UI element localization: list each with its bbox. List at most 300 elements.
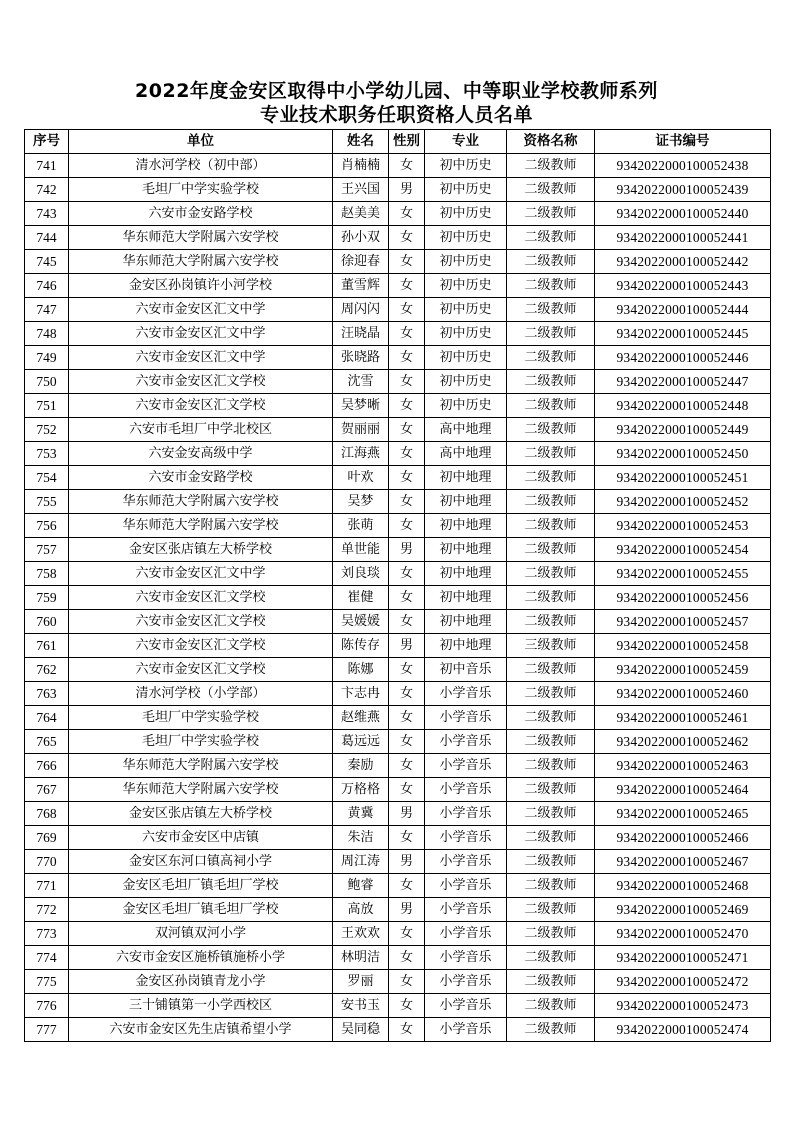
cell-certificate-number: 9342022000100052466 xyxy=(595,826,771,850)
header-gender: 性别 xyxy=(389,130,425,154)
cell-serial: 767 xyxy=(25,778,69,802)
cell-qualification: 二级教师 xyxy=(507,994,595,1018)
cell-serial: 776 xyxy=(25,994,69,1018)
cell-gender: 女 xyxy=(389,610,425,634)
cell-certificate-number: 9342022000100052438 xyxy=(595,154,771,178)
cell-major: 初中地理 xyxy=(425,538,507,562)
cell-gender: 女 xyxy=(389,826,425,850)
cell-gender: 女 xyxy=(389,394,425,418)
cell-major: 小学音乐 xyxy=(425,802,507,826)
cell-unit: 六安市金安区汇文中学 xyxy=(69,562,333,586)
cell-gender: 女 xyxy=(389,994,425,1018)
cell-certificate-number: 9342022000100052455 xyxy=(595,562,771,586)
cell-serial: 744 xyxy=(25,226,69,250)
table-row xyxy=(25,658,771,682)
table-row xyxy=(25,970,771,994)
cell-gender: 女 xyxy=(389,202,425,226)
cell-name: 高放 xyxy=(333,898,389,922)
cell-unit: 金安区孙岗镇许小河学校 xyxy=(69,274,333,298)
cell-unit: 金安区孙岗镇青龙小学 xyxy=(69,970,333,994)
cell-gender: 女 xyxy=(389,946,425,970)
cell-unit: 金安区张店镇左大桥学校 xyxy=(69,802,333,826)
cell-unit: 六安市金安区汇文学校 xyxy=(69,370,333,394)
cell-name: 朱洁 xyxy=(333,826,389,850)
cell-unit: 六安市金安区汇文学校 xyxy=(69,610,333,634)
cell-qualification: 二级教师 xyxy=(507,802,595,826)
cell-qualification: 二级教师 xyxy=(507,562,595,586)
cell-name: 周江涛 xyxy=(333,850,389,874)
cell-major: 小学音乐 xyxy=(425,850,507,874)
cell-unit: 华东师范大学附属六安学校 xyxy=(69,754,333,778)
cell-unit: 毛坦厂中学实验学校 xyxy=(69,706,333,730)
cell-unit: 金安区毛坦厂镇毛坦厂学校 xyxy=(69,898,333,922)
cell-unit: 六安市金安区汇文中学 xyxy=(69,298,333,322)
cell-gender: 女 xyxy=(389,226,425,250)
cell-unit: 双河镇双河小学 xyxy=(69,922,333,946)
table-row xyxy=(25,274,771,298)
cell-unit: 毛坦厂中学实验学校 xyxy=(69,730,333,754)
cell-qualification: 二级教师 xyxy=(507,202,595,226)
cell-serial: 769 xyxy=(25,826,69,850)
cell-certificate-number: 9342022000100052441 xyxy=(595,226,771,250)
cell-certificate-number: 9342022000100052450 xyxy=(595,442,771,466)
cell-serial: 772 xyxy=(25,898,69,922)
cell-major: 小学音乐 xyxy=(425,682,507,706)
cell-certificate-number: 9342022000100052462 xyxy=(595,730,771,754)
cell-serial: 765 xyxy=(25,730,69,754)
cell-serial: 757 xyxy=(25,538,69,562)
table-row xyxy=(25,490,771,514)
cell-unit: 华东师范大学附属六安学校 xyxy=(69,250,333,274)
cell-gender: 男 xyxy=(389,538,425,562)
cell-serial: 749 xyxy=(25,346,69,370)
table-row xyxy=(25,754,771,778)
table-row xyxy=(25,922,771,946)
cell-name: 王兴国 xyxy=(333,178,389,202)
cell-serial: 756 xyxy=(25,514,69,538)
cell-serial: 752 xyxy=(25,418,69,442)
table-body xyxy=(25,154,771,1042)
cell-certificate-number: 9342022000100052470 xyxy=(595,922,771,946)
table-row xyxy=(25,394,771,418)
cell-certificate-number: 9342022000100052467 xyxy=(595,850,771,874)
cell-unit: 金安区东河口镇高祠小学 xyxy=(69,850,333,874)
cell-gender: 男 xyxy=(389,178,425,202)
cell-certificate-number: 9342022000100052446 xyxy=(595,346,771,370)
cell-gender: 男 xyxy=(389,850,425,874)
cell-major: 小学音乐 xyxy=(425,1018,507,1042)
cell-major: 初中历史 xyxy=(425,370,507,394)
cell-unit: 毛坦厂中学实验学校 xyxy=(69,178,333,202)
cell-major: 初中历史 xyxy=(425,178,507,202)
table-row xyxy=(25,226,771,250)
cell-major: 初中历史 xyxy=(425,250,507,274)
header-name: 姓名 xyxy=(333,130,389,154)
cell-qualification: 二级教师 xyxy=(507,466,595,490)
cell-qualification: 二级教师 xyxy=(507,178,595,202)
cell-qualification: 二级教师 xyxy=(507,418,595,442)
table-row xyxy=(25,538,771,562)
cell-certificate-number: 9342022000100052448 xyxy=(595,394,771,418)
cell-name: 董雪辉 xyxy=(333,274,389,298)
cell-name: 赵美美 xyxy=(333,202,389,226)
cell-serial: 750 xyxy=(25,370,69,394)
cell-gender: 女 xyxy=(389,658,425,682)
cell-serial: 775 xyxy=(25,970,69,994)
cell-name: 贺丽丽 xyxy=(333,418,389,442)
cell-qualification: 二级教师 xyxy=(507,226,595,250)
cell-serial: 758 xyxy=(25,562,69,586)
cell-serial: 774 xyxy=(25,946,69,970)
table-row xyxy=(25,250,771,274)
table-row xyxy=(25,946,771,970)
table-row xyxy=(25,442,771,466)
cell-qualification: 二级教师 xyxy=(507,514,595,538)
cell-name: 周闪闪 xyxy=(333,298,389,322)
cell-major: 初中历史 xyxy=(425,394,507,418)
table-row xyxy=(25,730,771,754)
cell-unit: 清水河学校（小学部） xyxy=(69,682,333,706)
cell-major: 初中历史 xyxy=(425,322,507,346)
cell-serial: 743 xyxy=(25,202,69,226)
header-major: 专业 xyxy=(425,130,507,154)
cell-certificate-number: 9342022000100052453 xyxy=(595,514,771,538)
cell-qualification: 二级教师 xyxy=(507,538,595,562)
cell-major: 初中地理 xyxy=(425,586,507,610)
cell-unit: 六安市金安区汇文中学 xyxy=(69,346,333,370)
cell-gender: 女 xyxy=(389,514,425,538)
cell-serial: 754 xyxy=(25,466,69,490)
cell-serial: 748 xyxy=(25,322,69,346)
header-qualification: 资格名称 xyxy=(507,130,595,154)
cell-certificate-number: 9342022000100052456 xyxy=(595,586,771,610)
cell-major: 小学音乐 xyxy=(425,754,507,778)
cell-major: 小学音乐 xyxy=(425,730,507,754)
cell-name: 安书玉 xyxy=(333,994,389,1018)
table-row xyxy=(25,850,771,874)
cell-qualification: 二级教师 xyxy=(507,322,595,346)
header-unit: 单位 xyxy=(69,130,333,154)
cell-major: 小学音乐 xyxy=(425,994,507,1018)
cell-gender: 女 xyxy=(389,154,425,178)
cell-gender: 男 xyxy=(389,634,425,658)
document-title: 2022年度金安区取得中小学幼儿园、中等职业学校教师系列 xyxy=(135,80,658,102)
cell-serial: 741 xyxy=(25,154,69,178)
table-row xyxy=(25,370,771,394)
table-row xyxy=(25,610,771,634)
cell-certificate-number: 9342022000100052443 xyxy=(595,274,771,298)
cell-gender: 女 xyxy=(389,490,425,514)
cell-qualification: 二级教师 xyxy=(507,658,595,682)
cell-certificate-number: 9342022000100052444 xyxy=(595,298,771,322)
cell-certificate-number: 9342022000100052472 xyxy=(595,970,771,994)
cell-major: 初中历史 xyxy=(425,346,507,370)
cell-unit: 六安市金安路学校 xyxy=(69,466,333,490)
table-row xyxy=(25,778,771,802)
cell-name: 卞志冉 xyxy=(333,682,389,706)
cell-gender: 女 xyxy=(389,778,425,802)
cell-serial: 747 xyxy=(25,298,69,322)
cell-certificate-number: 9342022000100052461 xyxy=(595,706,771,730)
cell-qualification: 二级教师 xyxy=(507,370,595,394)
table-row xyxy=(25,346,771,370)
cell-serial: 761 xyxy=(25,634,69,658)
cell-gender: 女 xyxy=(389,274,425,298)
cell-gender: 女 xyxy=(389,466,425,490)
cell-unit: 六安市金安区汇文学校 xyxy=(69,634,333,658)
cell-major: 初中地理 xyxy=(425,610,507,634)
cell-gender: 女 xyxy=(389,322,425,346)
cell-serial: 762 xyxy=(25,658,69,682)
cell-qualification: 二级教师 xyxy=(507,442,595,466)
table-header-row xyxy=(25,130,771,154)
cell-gender: 女 xyxy=(389,874,425,898)
cell-name: 秦励 xyxy=(333,754,389,778)
cell-name: 鲍睿 xyxy=(333,874,389,898)
cell-certificate-number: 9342022000100052469 xyxy=(595,898,771,922)
cell-unit: 六安市金安区汇文学校 xyxy=(69,586,333,610)
cell-gender: 女 xyxy=(389,418,425,442)
cell-name: 徐迎春 xyxy=(333,250,389,274)
cell-name: 赵维燕 xyxy=(333,706,389,730)
cell-qualification: 二级教师 xyxy=(507,754,595,778)
cell-qualification: 二级教师 xyxy=(507,586,595,610)
cell-unit: 六安市金安区先生店镇希望小学 xyxy=(69,1018,333,1042)
cell-name: 汪晓晶 xyxy=(333,322,389,346)
cell-gender: 男 xyxy=(389,802,425,826)
cell-major: 初中历史 xyxy=(425,274,507,298)
table-row xyxy=(25,298,771,322)
cell-name: 吴同稳 xyxy=(333,1018,389,1042)
cell-name: 张萌 xyxy=(333,514,389,538)
table-row xyxy=(25,154,771,178)
cell-major: 小学音乐 xyxy=(425,778,507,802)
cell-major: 初中历史 xyxy=(425,226,507,250)
cell-certificate-number: 9342022000100052439 xyxy=(595,178,771,202)
cell-major: 小学音乐 xyxy=(425,874,507,898)
cell-qualification: 二级教师 xyxy=(507,682,595,706)
cell-gender: 女 xyxy=(389,922,425,946)
cell-serial: 751 xyxy=(25,394,69,418)
cell-qualification: 二级教师 xyxy=(507,778,595,802)
cell-major: 初中地理 xyxy=(425,634,507,658)
cell-major: 小学音乐 xyxy=(425,922,507,946)
cell-certificate-number: 9342022000100052440 xyxy=(595,202,771,226)
cell-certificate-number: 9342022000100052463 xyxy=(595,754,771,778)
cell-qualification: 二级教师 xyxy=(507,730,595,754)
cell-unit: 三十铺镇第一小学西校区 xyxy=(69,994,333,1018)
cell-certificate-number: 9342022000100052449 xyxy=(595,418,771,442)
table-row xyxy=(25,898,771,922)
cell-serial: 771 xyxy=(25,874,69,898)
cell-major: 初中地理 xyxy=(425,514,507,538)
cell-name: 刘良琰 xyxy=(333,562,389,586)
cell-certificate-number: 9342022000100052460 xyxy=(595,682,771,706)
cell-gender: 女 xyxy=(389,730,425,754)
cell-serial: 753 xyxy=(25,442,69,466)
table-row xyxy=(25,466,771,490)
cell-gender: 男 xyxy=(389,898,425,922)
cell-gender: 女 xyxy=(389,1018,425,1042)
cell-qualification: 二级教师 xyxy=(507,394,595,418)
cell-name: 崔健 xyxy=(333,586,389,610)
table-row xyxy=(25,418,771,442)
cell-certificate-number: 9342022000100052442 xyxy=(595,250,771,274)
cell-major: 小学音乐 xyxy=(425,826,507,850)
cell-unit: 华东师范大学附属六安学校 xyxy=(69,226,333,250)
document-subtitle: 专业技术职务任职资格人员名单 xyxy=(259,104,533,126)
cell-certificate-number: 9342022000100052464 xyxy=(595,778,771,802)
table-row xyxy=(25,178,771,202)
cell-serial: 777 xyxy=(25,1018,69,1042)
cell-unit: 六安市金安区施桥镇施桥小学 xyxy=(69,946,333,970)
cell-serial: 764 xyxy=(25,706,69,730)
cell-unit: 六安市金安区汇文学校 xyxy=(69,658,333,682)
cell-certificate-number: 9342022000100052447 xyxy=(595,370,771,394)
cell-name: 陈娜 xyxy=(333,658,389,682)
cell-name: 吴媛媛 xyxy=(333,610,389,634)
cell-serial: 768 xyxy=(25,802,69,826)
cell-gender: 女 xyxy=(389,370,425,394)
cell-serial: 763 xyxy=(25,682,69,706)
cell-major: 小学音乐 xyxy=(425,946,507,970)
cell-gender: 女 xyxy=(389,298,425,322)
table-row xyxy=(25,202,771,226)
cell-certificate-number: 9342022000100052468 xyxy=(595,874,771,898)
cell-major: 小学音乐 xyxy=(425,970,507,994)
cell-gender: 女 xyxy=(389,682,425,706)
cell-name: 江海燕 xyxy=(333,442,389,466)
cell-unit: 华东师范大学附属六安学校 xyxy=(69,778,333,802)
cell-name: 林明洁 xyxy=(333,946,389,970)
header-serial: 序号 xyxy=(25,130,69,154)
table-row xyxy=(25,322,771,346)
cell-qualification: 二级教师 xyxy=(507,298,595,322)
cell-serial: 746 xyxy=(25,274,69,298)
table-row xyxy=(25,562,771,586)
cell-name: 单世能 xyxy=(333,538,389,562)
cell-name: 张晓路 xyxy=(333,346,389,370)
cell-name: 吴梦晰 xyxy=(333,394,389,418)
cell-qualification: 二级教师 xyxy=(507,610,595,634)
cell-certificate-number: 9342022000100052458 xyxy=(595,634,771,658)
cell-gender: 女 xyxy=(389,706,425,730)
table-row xyxy=(25,874,771,898)
cell-name: 孙小双 xyxy=(333,226,389,250)
cell-major: 初中音乐 xyxy=(425,658,507,682)
cell-certificate-number: 9342022000100052471 xyxy=(595,946,771,970)
cell-gender: 女 xyxy=(389,970,425,994)
cell-certificate-number: 9342022000100052457 xyxy=(595,610,771,634)
cell-serial: 773 xyxy=(25,922,69,946)
cell-qualification: 二级教师 xyxy=(507,250,595,274)
cell-qualification: 二级教师 xyxy=(507,898,595,922)
cell-serial: 759 xyxy=(25,586,69,610)
cell-certificate-number: 9342022000100052473 xyxy=(595,994,771,1018)
cell-name: 叶欢 xyxy=(333,466,389,490)
teacher-qualification-table xyxy=(24,129,771,1042)
cell-unit: 华东师范大学附属六安学校 xyxy=(69,490,333,514)
cell-certificate-number: 9342022000100052465 xyxy=(595,802,771,826)
cell-unit: 六安市金安区汇文中学 xyxy=(69,322,333,346)
cell-gender: 女 xyxy=(389,754,425,778)
cell-certificate-number: 9342022000100052445 xyxy=(595,322,771,346)
cell-major: 初中地理 xyxy=(425,562,507,586)
cell-serial: 745 xyxy=(25,250,69,274)
cell-unit: 六安金安高级中学 xyxy=(69,442,333,466)
cell-qualification: 二级教师 xyxy=(507,922,595,946)
cell-unit: 六安市金安区汇文学校 xyxy=(69,394,333,418)
cell-certificate-number: 9342022000100052452 xyxy=(595,490,771,514)
table-row xyxy=(25,826,771,850)
cell-qualification: 二级教师 xyxy=(507,970,595,994)
cell-unit: 六安市毛坦厂中学北校区 xyxy=(69,418,333,442)
cell-gender: 女 xyxy=(389,586,425,610)
cell-unit: 金安区毛坦厂镇毛坦厂学校 xyxy=(69,874,333,898)
cell-qualification: 二级教师 xyxy=(507,706,595,730)
cell-name: 肖楠楠 xyxy=(333,154,389,178)
cell-qualification: 二级教师 xyxy=(507,826,595,850)
cell-major: 初中地理 xyxy=(425,490,507,514)
cell-major: 初中历史 xyxy=(425,298,507,322)
cell-serial: 760 xyxy=(25,610,69,634)
cell-unit: 六安市金安区中店镇 xyxy=(69,826,333,850)
table-row xyxy=(25,514,771,538)
cell-gender: 女 xyxy=(389,442,425,466)
cell-major: 小学音乐 xyxy=(425,706,507,730)
cell-name: 吴梦 xyxy=(333,490,389,514)
cell-name: 沈雪 xyxy=(333,370,389,394)
cell-certificate-number: 9342022000100052454 xyxy=(595,538,771,562)
cell-major: 高中地理 xyxy=(425,442,507,466)
cell-qualification: 二级教师 xyxy=(507,874,595,898)
cell-name: 罗丽 xyxy=(333,970,389,994)
cell-unit: 清水河学校（初中部） xyxy=(69,154,333,178)
table-row xyxy=(25,682,771,706)
cell-name: 王欢欢 xyxy=(333,922,389,946)
cell-unit: 六安市金安路学校 xyxy=(69,202,333,226)
cell-certificate-number: 9342022000100052474 xyxy=(595,1018,771,1042)
table-row xyxy=(25,586,771,610)
cell-major: 初中地理 xyxy=(425,466,507,490)
cell-qualification: 三级教师 xyxy=(507,634,595,658)
cell-qualification: 二级教师 xyxy=(507,274,595,298)
cell-unit: 华东师范大学附属六安学校 xyxy=(69,514,333,538)
cell-qualification: 二级教师 xyxy=(507,346,595,370)
cell-qualification: 二级教师 xyxy=(507,946,595,970)
table-row xyxy=(25,1018,771,1042)
cell-serial: 742 xyxy=(25,178,69,202)
cell-gender: 女 xyxy=(389,562,425,586)
cell-qualification: 二级教师 xyxy=(507,154,595,178)
cell-serial: 766 xyxy=(25,754,69,778)
cell-qualification: 二级教师 xyxy=(507,850,595,874)
cell-certificate-number: 9342022000100052451 xyxy=(595,466,771,490)
cell-name: 葛远远 xyxy=(333,730,389,754)
cell-qualification: 二级教师 xyxy=(507,490,595,514)
cell-certificate-number: 9342022000100052459 xyxy=(595,658,771,682)
cell-qualification: 二级教师 xyxy=(507,1018,595,1042)
header-certificate-number: 证书编号 xyxy=(595,130,771,154)
cell-name: 万格格 xyxy=(333,778,389,802)
cell-gender: 女 xyxy=(389,250,425,274)
cell-name: 陈传存 xyxy=(333,634,389,658)
table-row xyxy=(25,706,771,730)
table-row xyxy=(25,994,771,1018)
table-row xyxy=(25,634,771,658)
cell-major: 初中历史 xyxy=(425,154,507,178)
cell-serial: 755 xyxy=(25,490,69,514)
